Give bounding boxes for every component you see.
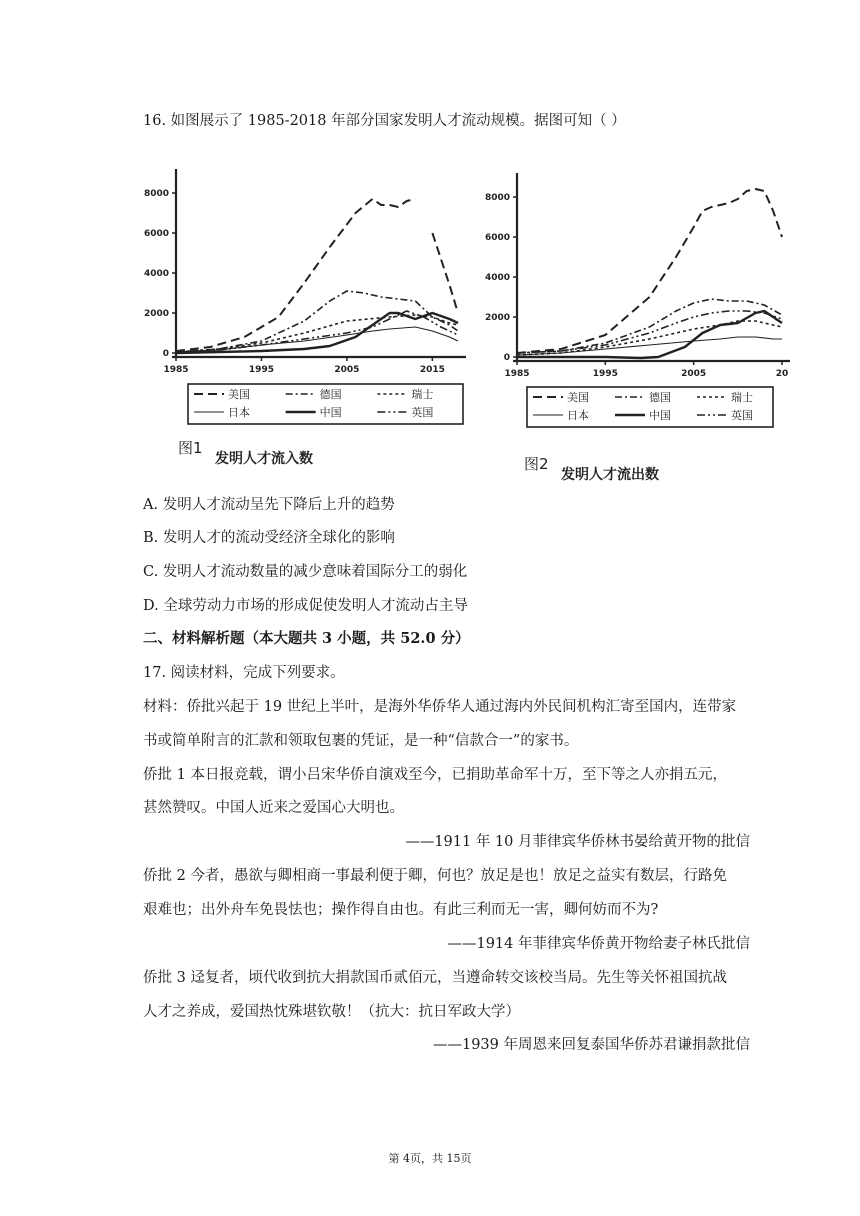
question-17-stem: 17. 阅读材料，完成下列要求。	[143, 665, 345, 681]
legend-label: 中国	[649, 409, 671, 422]
letter3-line: 侨批 3 迳复者，顷代收到抗大捐款国币贰佰元，当遵命转交该校当局。先生等关怀祖国抗战	[143, 970, 727, 986]
y-tick-label: 2000	[143, 309, 169, 319]
legend-label: 德国	[649, 391, 671, 404]
legend-label: 美国	[567, 391, 589, 404]
legend-label: 日本	[228, 406, 250, 419]
letter1-line: 甚然赞叹。中国人近来之爱国心大明也。	[143, 800, 404, 816]
series-line	[176, 313, 458, 353]
x-tick-label: 1985	[163, 365, 189, 375]
series-line	[517, 189, 782, 353]
series-line	[432, 233, 458, 313]
letter2-source: ——1914 年菲律宾华侨黄开物给妻子林氏批信	[447, 936, 750, 952]
chart-inflow-svg	[130, 172, 465, 482]
letter2-line: 艰难也；出外舟车免畏怯也；操作得自由也。有此三利而无一害，卿何妨而不为?	[143, 902, 659, 918]
option-b: B. 发明人才的流动受经济全球化的影响	[143, 530, 395, 546]
legend-label: 瑞士	[731, 391, 753, 404]
x-tick-label: 1995	[592, 369, 618, 379]
letter2-line: 侨批 2 今者，愚欲与卿相商一事最利便于卿，何也？放足是也！放足之益实有数层，行路免	[143, 868, 727, 884]
legend-label: 英国	[731, 409, 753, 422]
y-tick-label: 6000	[143, 229, 169, 239]
legend-label: 日本	[567, 409, 589, 422]
series-line	[176, 311, 458, 352]
figure-number: 图2	[524, 455, 549, 473]
legend-label: 德国	[319, 388, 342, 401]
x-tick-label: 2005	[681, 369, 707, 379]
y-tick-label: 0	[503, 353, 510, 363]
x-tick-label: 2005	[334, 365, 360, 375]
letter1-line: 侨批 1 本日报竞载，谓小吕宋华侨自演戏至今，已捐助革命军十万，至下等之人亦捐五元，	[143, 767, 727, 783]
y-tick-label: 4000	[143, 269, 169, 279]
y-tick-label: 4000	[484, 273, 510, 283]
section-heading: 二、材料解析题（本大题共 3 小题，共 52.0 分）	[143, 630, 470, 647]
letter3-line: 人才之养成，爱国热忱殊堪钦敬！（抗大：抗日军政大学）	[143, 1004, 520, 1020]
series-line	[517, 311, 782, 353]
chart-inflow	[130, 172, 465, 482]
material-line: 书或简单附言的汇款和领取包裹的凭证，是一种“信款合一”的家书。	[143, 733, 579, 749]
x-tick-label: 20	[775, 369, 789, 379]
series-line	[176, 199, 415, 351]
legend-label: 英国	[411, 406, 434, 419]
option-c: C. 发明人才流动数量的减少意味着国际分工的弱化	[143, 564, 468, 580]
question-16-stem: 16. 如图展示了 1985-2018 年部分国家发明人才流动规模。据图可知（ ）	[143, 113, 626, 129]
y-tick-label: 6000	[484, 233, 510, 243]
legend-label: 瑞士	[411, 388, 434, 401]
x-tick-label: 2015	[419, 365, 445, 375]
option-a: A. 发明人才流动呈先下降后上升的趋势	[143, 497, 395, 513]
figure-number: 图1	[178, 439, 203, 457]
y-tick-label: 0	[162, 349, 169, 359]
x-tick-label: 1995	[248, 365, 274, 375]
option-d: D. 全球劳动力市场的形成促使发明人才流动占主导	[143, 598, 468, 614]
letter3-source: ——1939 年周恩来回复泰国华侨苏君谦捐款批信	[432, 1037, 750, 1053]
legend-label: 美国	[228, 388, 250, 401]
legend-label: 中国	[319, 406, 342, 419]
material-line: 材料：侨批兴起于 19 世纪上半叶，是海外华侨华人通过海内外民间机构汇寄至国内，连带家	[143, 699, 737, 715]
series-line	[517, 311, 782, 358]
y-tick-label: 2000	[484, 313, 510, 323]
y-tick-label: 8000	[143, 189, 169, 199]
figure-caption: 发明人才流入数	[215, 451, 313, 467]
chart-outflow-svg	[472, 172, 789, 492]
figure-caption: 发明人才流出数	[561, 467, 659, 483]
x-tick-label: 1985	[504, 369, 530, 379]
series-line	[176, 291, 458, 352]
letter1-source: ——1911 年 10 月菲律宾华侨林书晏给黄开物的批信	[405, 834, 750, 850]
chart-outflow	[472, 172, 789, 492]
y-tick-label: 8000	[484, 193, 510, 203]
page-footer: 第 4页，共 15页	[388, 1152, 472, 1165]
